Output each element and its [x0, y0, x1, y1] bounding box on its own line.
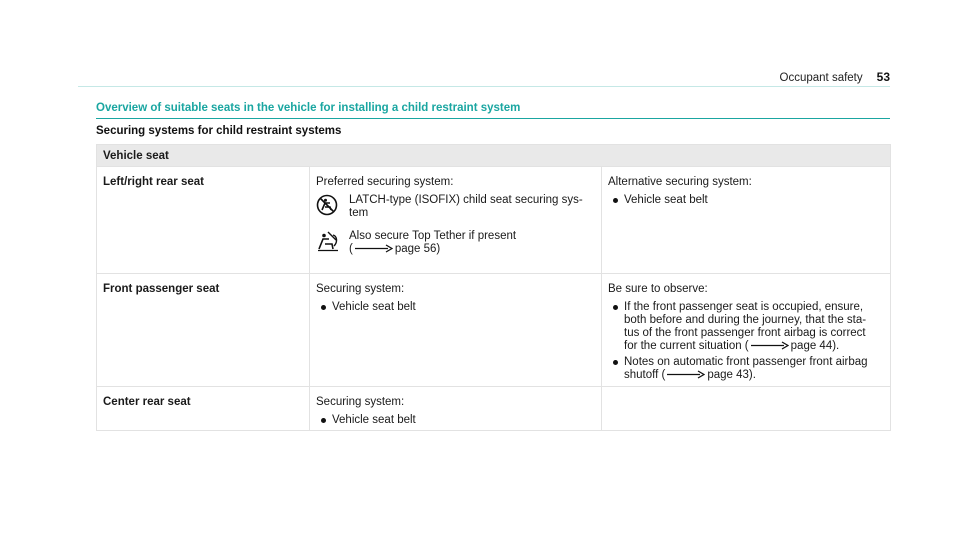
page-ref-arrow-icon	[355, 244, 393, 253]
bullet-text: shutoff (	[624, 369, 666, 381]
list-item	[608, 194, 884, 207]
securing-cell	[310, 274, 602, 387]
alternative-cell	[602, 167, 891, 274]
empty-cell	[602, 387, 891, 431]
table-row	[97, 387, 891, 431]
table-row	[97, 274, 891, 387]
list-item	[608, 356, 884, 382]
observe-cell	[602, 274, 891, 387]
heading-rule	[96, 118, 890, 119]
list-item	[608, 301, 884, 353]
ref-page-43: page 43).	[707, 369, 756, 381]
observe-intro: Be sure to observe:	[608, 283, 708, 295]
overview-heading: Overview of suitable seats in the vehicle for installing a child restraint system	[96, 102, 521, 114]
page-number: 53	[876, 70, 890, 84]
bullet-icon	[613, 305, 618, 310]
securing-intro: Securing system:	[316, 283, 405, 295]
table-header-cell: Vehicle seat	[97, 145, 891, 167]
bullet-text: for the current situation (	[624, 340, 749, 352]
bullet-text: tus of the front passenger front airbag is correct	[624, 327, 866, 339]
isofix-icon	[316, 194, 349, 216]
isofix-text-1: LATCH-type (ISOFIX) child seat securing sys-	[349, 194, 583, 206]
seat-cell	[97, 387, 310, 431]
page-ref-arrow-icon	[667, 370, 705, 379]
securing-cell	[310, 167, 602, 274]
bullet-text: If the front passenger seat is occupied, ensure,	[624, 301, 864, 313]
page-ref-43[interactable]	[624, 369, 884, 382]
page-header	[780, 70, 890, 84]
top-tether-option	[316, 230, 595, 256]
bullet-text: both before and during the journey, that the sta-	[624, 314, 867, 326]
top-tether-ref[interactable]	[349, 243, 595, 256]
securing-intro: Securing system:	[316, 396, 405, 408]
table-caption: Securing systems for child restraint systems	[96, 125, 342, 137]
ref-page-56: page 56)	[394, 243, 441, 255]
seat-cell	[97, 167, 310, 274]
bullet-text: Vehicle seat belt	[332, 414, 416, 426]
table-row	[97, 167, 891, 274]
child-seat-table	[96, 144, 891, 431]
page-ref-arrow-icon	[751, 341, 789, 350]
bullet-icon	[613, 360, 618, 365]
list-item	[316, 301, 595, 314]
bullet-text: Notes on automatic front passenger front airbag	[624, 356, 868, 368]
list-item	[316, 414, 595, 427]
securing-cell	[310, 387, 602, 431]
bullet-icon	[613, 198, 618, 203]
securing-intro: Preferred securing system:	[316, 176, 454, 188]
seat-cell	[97, 274, 310, 387]
seat-label: Left/right rear seat	[103, 176, 204, 188]
ref-page-44: page 44).	[790, 340, 840, 352]
bullet-icon	[321, 305, 326, 310]
seat-label: Center rear seat	[103, 396, 191, 408]
section-title: Occupant safety	[779, 72, 863, 84]
seat-label: Front passenger seat	[103, 283, 220, 295]
ref-paren: (	[349, 243, 353, 255]
bullet-text: Vehicle seat belt	[624, 194, 708, 206]
isofix-text-2: tem	[349, 207, 369, 219]
top-tether-icon	[316, 230, 349, 252]
bullet-text: Vehicle seat belt	[332, 301, 416, 313]
isofix-option	[316, 194, 595, 220]
bullet-icon	[321, 418, 326, 423]
table-header-row	[97, 145, 891, 167]
header-rule	[78, 86, 890, 87]
page-ref-44[interactable]	[624, 340, 884, 353]
alternative-intro: Alternative securing system:	[608, 176, 752, 188]
top-tether-text-1: Also secure Top Tether if present	[349, 230, 517, 242]
